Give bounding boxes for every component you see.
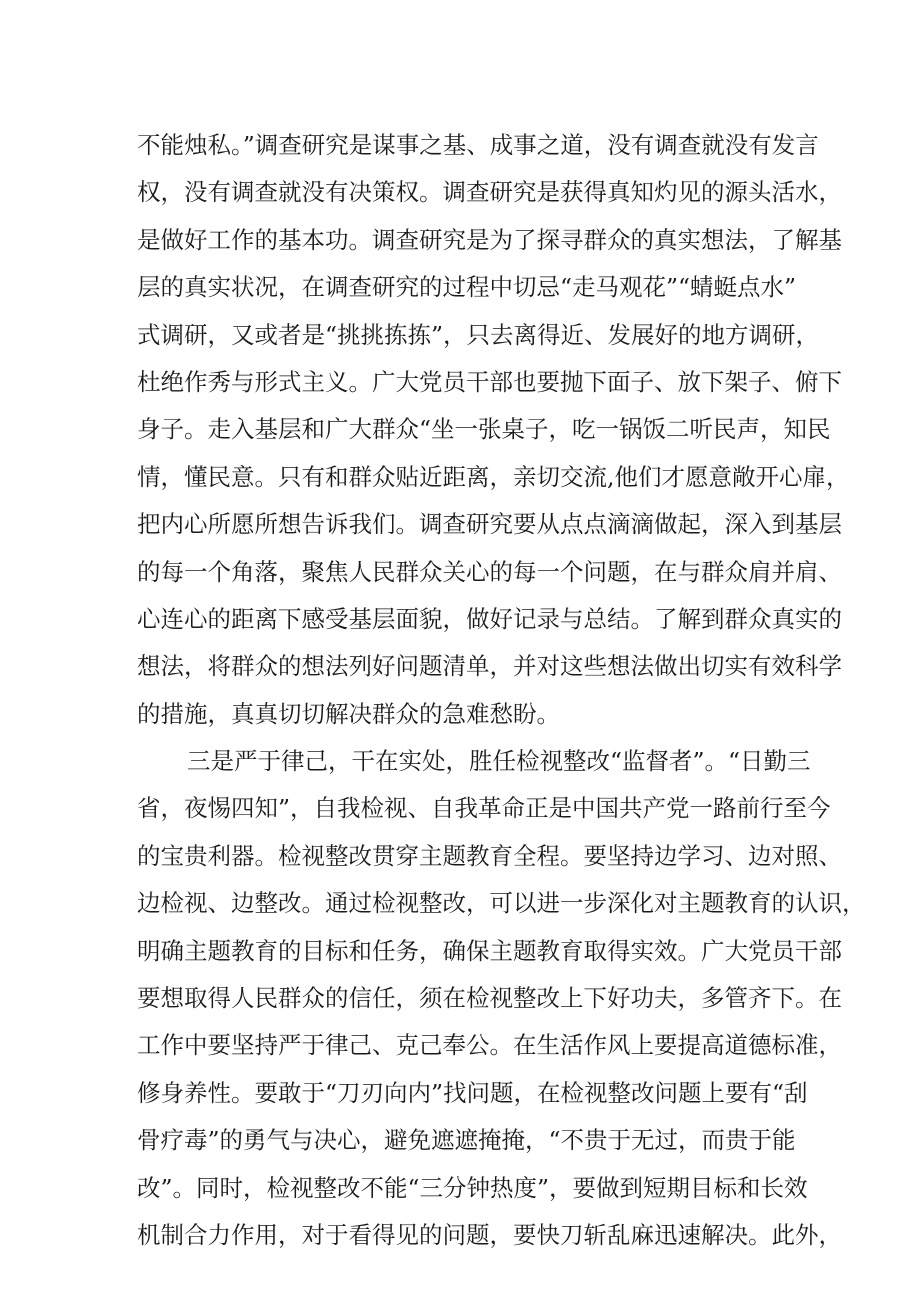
text-line: 把内心所愿所想告诉我们。调查研究要从点点滴滴做起，深入到基层 [137, 510, 842, 539]
text-line: 骨疗毒”的勇气与决心，避免遮遮掩掩，“不贵于无过，而贵于能 [137, 1126, 796, 1155]
text-line: 权，没有调查就没有决策权。调查研究是获得真知灼见的源头活水， [137, 178, 842, 207]
text-line: 杜绝作秀与形式主义。广大党员干部也要抛下面子、放下架子、俯下 [137, 367, 842, 396]
text-line: 工作中要坚持严于律己、克己奉公。在生活作风上要提高道德标准， [137, 1031, 842, 1060]
text-line: 的每一个角落，聚焦人民群众关心的每一个问题，在与群众肩并肩、 [137, 557, 842, 586]
text-line: 边检视、边整改。通过检视整改，可以进一步深化对主题教育的认识， [137, 889, 866, 918]
text-line: 不能烛私。”调查研究是谋事之基、成事之道，没有调查就没有发言 [137, 131, 819, 159]
text-line: 要想取得人民群众的信任，须在检视整改上下好功夫，多管齐下。在 [137, 984, 842, 1013]
text-line: 想法，将群众的想法列好问题清单，并对这些想法做出切实有效科学 [137, 652, 842, 681]
text-line: 的宝贵利器。检视整改贯穿主题教育全程。要坚持边学习、边对照、 [137, 841, 842, 870]
text-line: 省，夜惕四知”，自我检视、自我革命正是中国共产党一路前行至今 [137, 794, 831, 823]
text-line: 明确主题教育的目标和任务，确保主题教育取得实效。广大党员干部 [137, 936, 842, 965]
text-line: 机制合力作用，对于看得见的问题，要快刀斩乱麻迅速解决。此外， [137, 1220, 842, 1249]
text-line: 式调研，又或者是“挑挑拣拣”，只去离得近、发展好的地方调研， [137, 320, 820, 349]
text-line: 的措施，真真切切解决群众的急难愁盼。 [137, 699, 560, 728]
body-text [137, 122, 866, 1259]
text-line: 层的真实状况，在调查研究的过程中切忌“走马观花”“蜻蜓点水” [137, 273, 797, 302]
text-line: 心连心的距离下感受基层面貌，做好记录与总结。了解到群众真实的 [137, 604, 842, 633]
text-line: 修身养性。要敢于“刀刃向内”找问题，在检视整改问题上要有“刮 [137, 1078, 808, 1107]
text-line: 情，懂民意。只有和群众贴近距离，亲切交流,他们才愿意敞开心扉， [137, 462, 850, 491]
text-line: 改”。同时，检视整改不能“三分钟热度”，要做到短期目标和长效 [137, 1173, 808, 1202]
text-line: 是做好工作的基本功。调查研究是为了探寻群众的真实想法，了解基 [137, 225, 842, 254]
text-line: 身子。走入基层和广大群众“坐一张桌子，吃一锅饭二听民声，知民 [137, 415, 831, 444]
paragraph-first-line: 三是严于律己，干在实处，胜任检视整改“监督者”。“日勤三 [187, 747, 811, 776]
